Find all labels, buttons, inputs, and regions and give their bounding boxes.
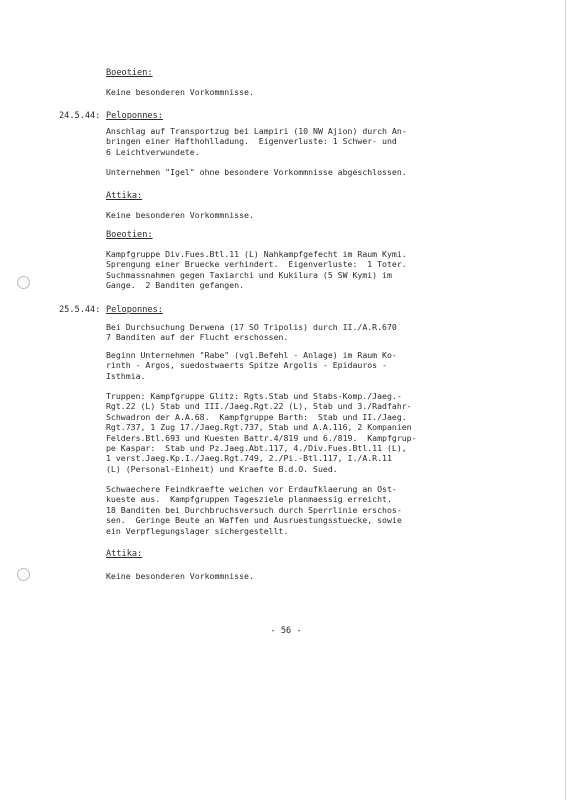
section-heading-boeotien-1: Boeotien: xyxy=(106,68,153,78)
paragraph-anschlag: Anschlag auf Transportzug bei Lampiri (10 NW Ajion) durch An- bringen einer Hafthohlladung. Eigenverluste: 1 Schwer- und 6 Leichtverwundete. xyxy=(106,126,407,157)
page-number: - 56 - xyxy=(270,626,302,636)
punch-hole-bottom xyxy=(17,568,30,581)
date-24-5-44: 24.5.44: xyxy=(59,111,101,121)
section-text-attika-2: Keine besonderen Vorkommnisse. xyxy=(106,571,254,581)
section-heading-attika-2: Attika: xyxy=(106,549,143,559)
paragraph-kampfgruppe-kymi: Kampfgruppe Div.Fues.Btl.11 (L) Nahkampfgefecht im Raum Kymi. Sprengung einer Bruecke verhindert. Eigenverluste: 1 Toter. Suchmassnahmen gegen Taxiarchi und Kukilura (5 SW Kymi) im Gange. 2 Banditen gefangen. xyxy=(106,249,407,291)
paragraph-derwena: Bei Durchsuchung Derwena (17 SO Tripolis) durch II./A.R.670 7 Banditen auf der Flucht erschossen. xyxy=(106,322,397,343)
section-text-boeotien-1: Keine besonderen Vorkommnisse. xyxy=(106,87,254,97)
paragraph-truppen: Truppen: Kampfgruppe Glitz: Rgts.Stab und Stabs-Komp./Jaeg.- Rgt.22 (L) Stab und III./Jaeg.Rgt.22 (L), Stab und 3./Radfahr- Schwadron der A.A.68. Kampfgruppe Barth: Stab und II./Jaeg. Rgt.737, 1 Zug 17./Jaeg.Rgt.737, Stab und A.A.116, 2 Kompanien Felders.Btl.693 und Kuesten Battr.4/819 und 6./819. Kampfgrup- pe Kaspar: Stab und Pz.Jaeg.Abt.117, 4./Div.Fues.Btl.11 (L), 1 verst.Jaeg.Kp.I./Jaeg.Rgt.749, 2./Pi.-Btl.117, I./A.R.11 (L) (Personal-Einheit) und Kraefte B.d.O. Sued. xyxy=(106,391,417,474)
paragraph-igel: Unternehmen "Igel" ohne besondere Vorkommnisse abgeschlossen. xyxy=(106,167,407,177)
paragraph-feindkraefte: Schwaechere Feindkraefte weichen vor Erdaufklaerung an Ost- kueste aus. Kampfgruppen Tagesziele planmaessig erreicht. 18 Banditen bei Durchbruchsversuch durch Sperrlinie erschos- sen. Geringe Beute an Waffen und Ausruestungsstuecke, sowie ein Verpflegungslager sichergestellt. xyxy=(106,484,402,536)
paragraph-rabe: Beginn Unternehmen "Rabe" (vgl.Befehl - Anlage) im Raum Ko- rinth - Argos, suedostwaerts Spitze Argolis - Epidauros - Isthmia. xyxy=(106,350,397,381)
section-heading-boeotien-2: Boeotien: xyxy=(106,230,153,240)
section-heading-peloponnes-2: Peloponnes: xyxy=(106,305,163,315)
section-heading-peloponnes-1: Peloponnes: xyxy=(106,111,163,121)
section-text-attika-1: Keine besonderen Vorkommnisse. xyxy=(106,210,254,220)
page-edge xyxy=(565,0,566,800)
date-25-5-44: 25.5.44: xyxy=(59,305,101,315)
punch-hole-top xyxy=(17,276,30,289)
section-heading-attika-1: Attika: xyxy=(106,191,143,201)
